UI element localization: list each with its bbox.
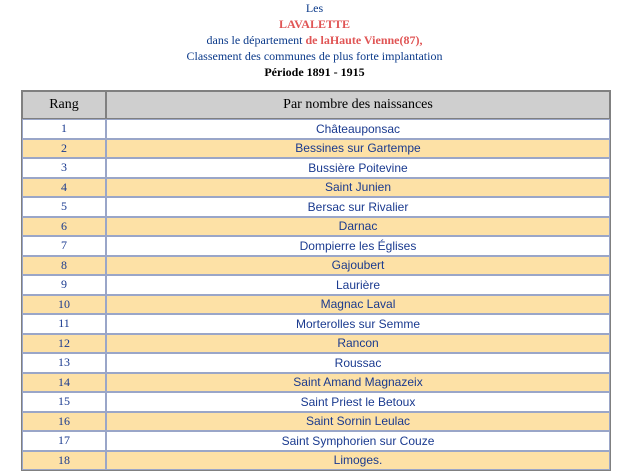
commune-cell: Saint Symphorien sur Couze [106, 431, 610, 451]
rank-cell: 9 [22, 275, 106, 295]
rank-cell: 3 [22, 158, 106, 178]
page-header [0, 0, 629, 80]
table-row [22, 139, 610, 159]
table-row [22, 392, 610, 412]
commune-cell: Saint Junien [106, 178, 610, 198]
table-row [22, 256, 610, 276]
rank-cell: 10 [22, 295, 106, 315]
table-row [22, 295, 610, 315]
ranking-table [21, 90, 611, 471]
rank-cell: 13 [22, 353, 106, 373]
table-row [22, 451, 610, 471]
rank-cell: 15 [22, 392, 106, 412]
column-header-rank: Rang [22, 91, 106, 119]
table-header-row [22, 91, 610, 119]
header-department-line [0, 32, 629, 48]
commune-cell: Gajoubert [106, 256, 610, 276]
commune-cell: Roussac [106, 353, 610, 373]
rank-cell: 11 [22, 314, 106, 334]
header-les: Les [305, 1, 324, 15]
commune-cell: Morterolles sur Semme [106, 314, 610, 334]
rank-cell: 17 [22, 431, 106, 451]
commune-cell: Laurière [106, 275, 610, 295]
commune-cell: Darnac [106, 217, 610, 237]
table-row [22, 431, 610, 451]
commune-cell: Saint Amand Magnazeix [106, 373, 610, 393]
header-period: Période 1891 - 1915 [264, 65, 365, 79]
table-row [22, 314, 610, 334]
table-row [22, 236, 610, 256]
rank-cell: 16 [22, 412, 106, 432]
header-subtitle: Classement des communes de plus forte implantation [186, 49, 443, 63]
rank-cell: 14 [22, 373, 106, 393]
table-row [22, 334, 610, 354]
table-row [22, 119, 610, 139]
table-row [22, 197, 610, 217]
column-header-place: Par nombre des naissances [106, 91, 610, 119]
commune-cell: Limoges. [106, 451, 610, 471]
commune-cell: Saint Priest le Betoux [106, 392, 610, 412]
header-surname: LAVALETTE [279, 17, 350, 31]
commune-cell: Bussière Poitevine [106, 158, 610, 178]
table-row [22, 178, 610, 198]
commune-cell: Bersac sur Rivalier [106, 197, 610, 217]
rank-cell: 18 [22, 451, 106, 471]
rank-cell: 6 [22, 217, 106, 237]
commune-cell: Saint Sornin Leulac [106, 412, 610, 432]
table-row [22, 353, 610, 373]
rank-cell: 1 [22, 119, 106, 139]
rank-cell: 8 [22, 256, 106, 276]
table-row [22, 217, 610, 237]
table-row [22, 373, 610, 393]
table-row [22, 412, 610, 432]
rank-cell: 2 [22, 139, 106, 159]
commune-cell: Châteauponsac [106, 119, 610, 139]
header-department-prefix: dans le département [206, 33, 306, 47]
commune-cell: Magnac Laval [106, 295, 610, 315]
commune-cell: Dompierre les Églises [106, 236, 610, 256]
commune-cell: Bessines sur Gartempe [106, 139, 610, 159]
rank-cell: 7 [22, 236, 106, 256]
rank-cell: 5 [22, 197, 106, 217]
table-body [22, 119, 610, 470]
table-row [22, 275, 610, 295]
rank-cell: 12 [22, 334, 106, 354]
table-row [22, 158, 610, 178]
commune-cell: Rancon [106, 334, 610, 354]
header-department-name: de laHaute Vienne(87), [305, 33, 423, 47]
rank-cell: 4 [22, 178, 106, 198]
